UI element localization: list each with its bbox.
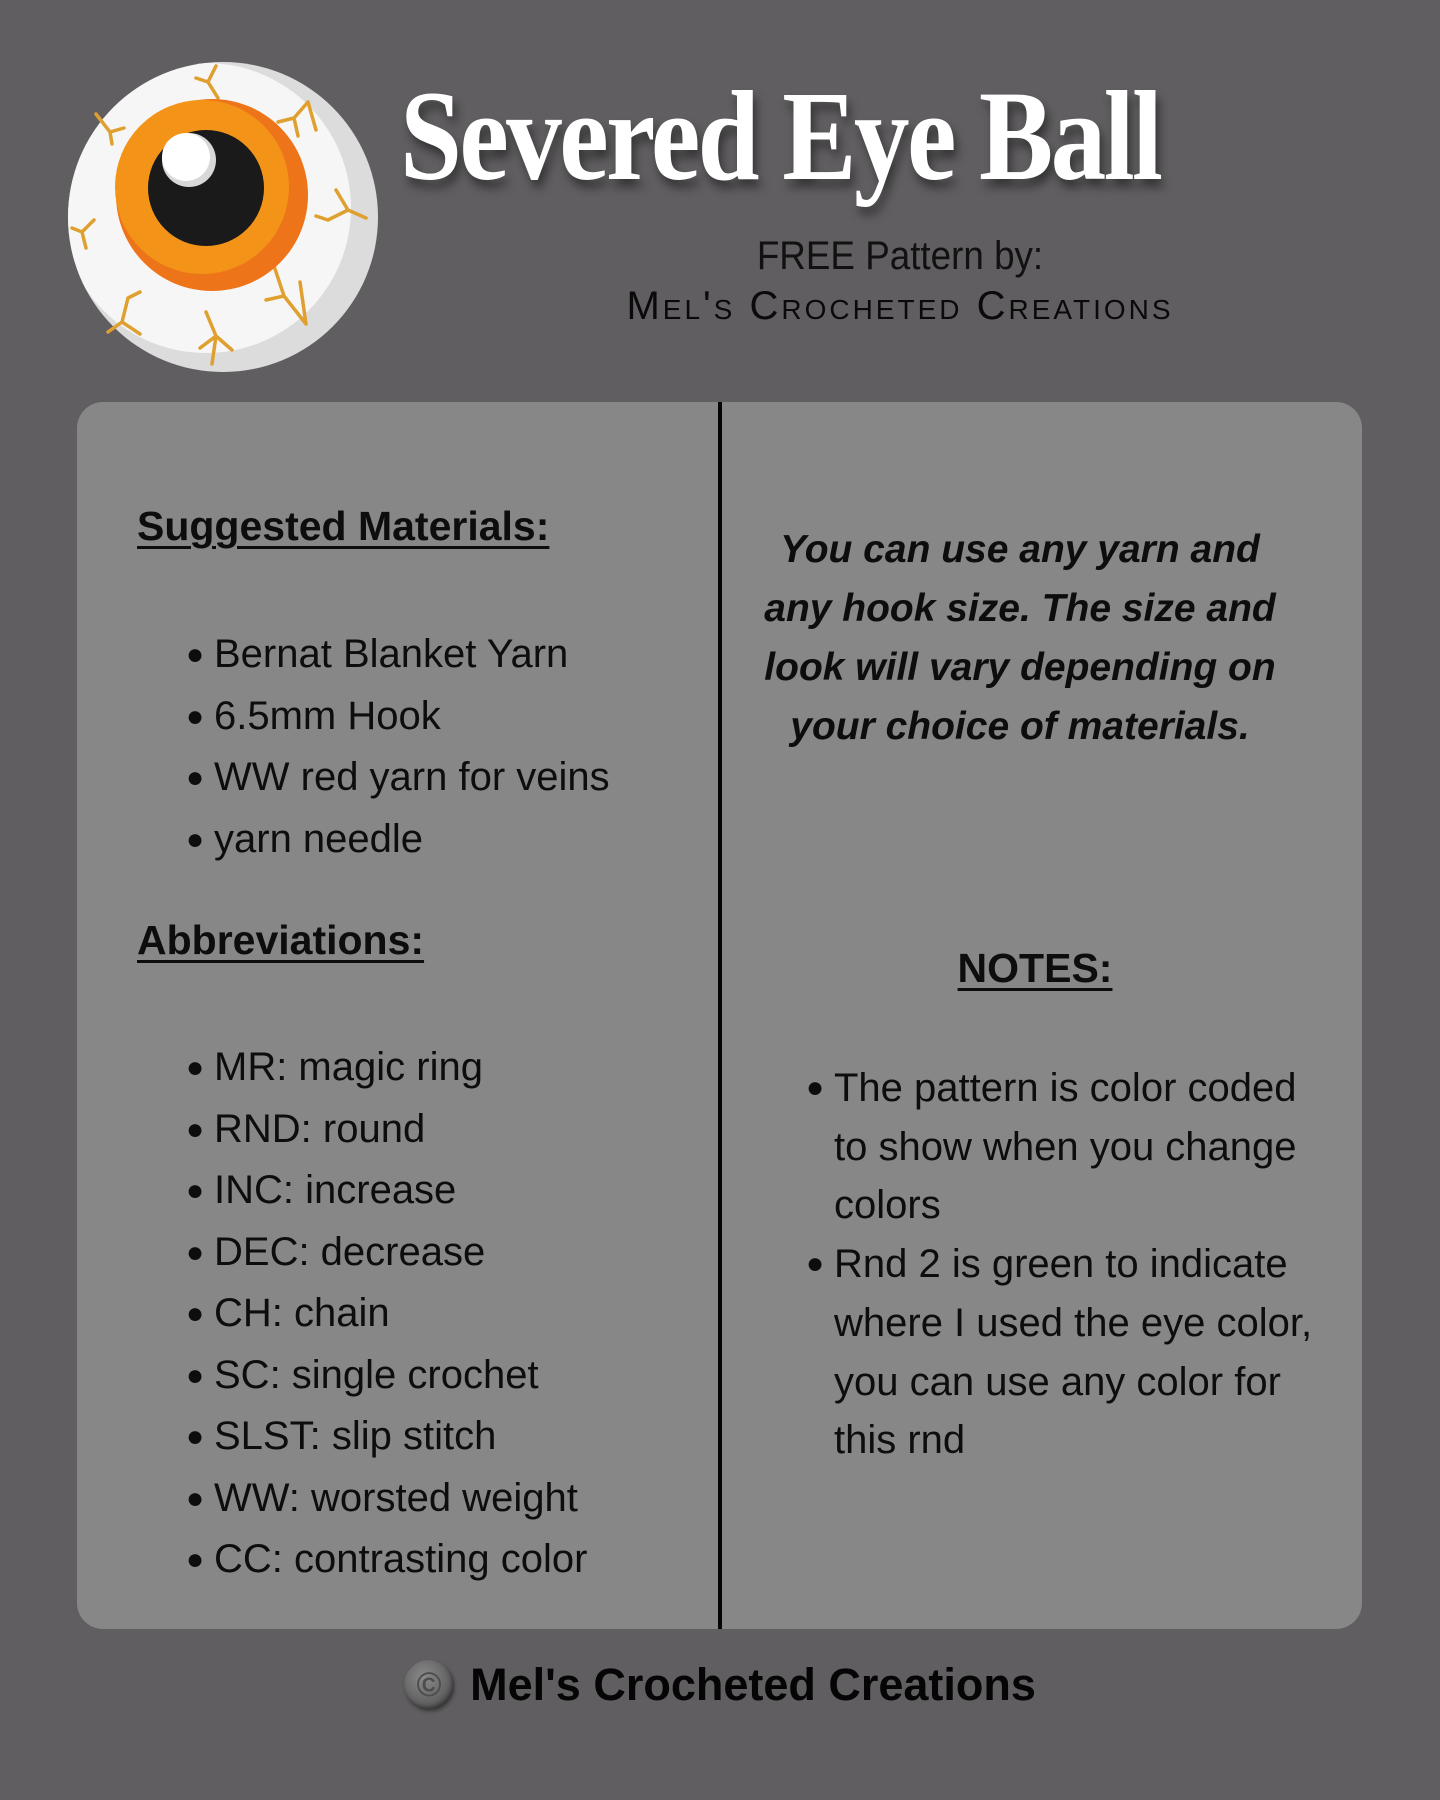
eyeball-icon [66,60,380,374]
list-item: ● DEC: decrease [214,1222,587,1284]
copyright-icon: © [404,1660,454,1710]
brand-name: Mel's Crocheted Creations [626,284,1174,328]
list-item: ● RND: round [214,1099,587,1161]
notes-list [806,1059,1334,1470]
bullet-icon: ● [186,1543,205,1576]
list-item: ● 6.5mm Hook [214,686,610,748]
bullet-icon: ● [806,1071,825,1104]
bullet-icon: ● [186,1051,205,1084]
list-item: ● Bernat Blanket Yarn [214,624,610,686]
list-item: ● WW: worsted weight [214,1468,587,1530]
bullet-icon: ● [186,638,205,671]
footer [0,1655,1440,1715]
bullet-icon: ● [186,1297,205,1330]
bullet-icon: ● [186,761,205,794]
bullet-icon: ● [186,822,205,856]
bullet-icon: ● [806,1247,825,1281]
page-title: Severed Eye Ball [400,65,1161,207]
bullet-icon: ● [186,1174,205,1207]
footer-brand: Mel's Crocheted Creations [470,1659,1036,1710]
list-item: ● yarn needle [214,809,610,871]
list-item: ● CC: contrasting color [214,1529,587,1591]
list-item: ● Rnd 2 is green to indicate where I used the eye color, you can use any color for this rnd [834,1235,1334,1470]
list-item: ● MR: magic ring [214,1037,587,1099]
materials-note: You can use any yarn and any hook size. The size and look will vary depending on your choice of materials. [764,528,1276,748]
bullet-icon: ● [186,699,205,733]
abbreviations-heading: Abbreviations: [137,917,425,963]
bullet-icon: ● [186,1112,205,1146]
column-divider [718,402,722,1629]
list-item: ● SC: single crochet [214,1345,587,1407]
list-item: ● INC: increase [214,1160,587,1222]
list-item: ● WW red yarn for veins [214,747,610,809]
bullet-icon: ● [186,1481,205,1515]
materials-heading: Suggested Materials: [137,503,550,549]
notes-heading: NOTES: [957,945,1113,991]
subtitle: FREE Pattern by: [756,234,1044,278]
bullet-icon: ● [186,1235,205,1269]
bullet-icon: ● [186,1358,205,1392]
list-item: ● The pattern is color coded to show when you change colors [834,1059,1334,1235]
list-item: ● SLST: slip stitch [214,1406,587,1468]
list-item: ● CH: chain [214,1283,587,1345]
abbreviations-list [186,1037,588,1591]
materials-list [186,624,610,870]
bullet-icon: ● [186,1420,205,1453]
